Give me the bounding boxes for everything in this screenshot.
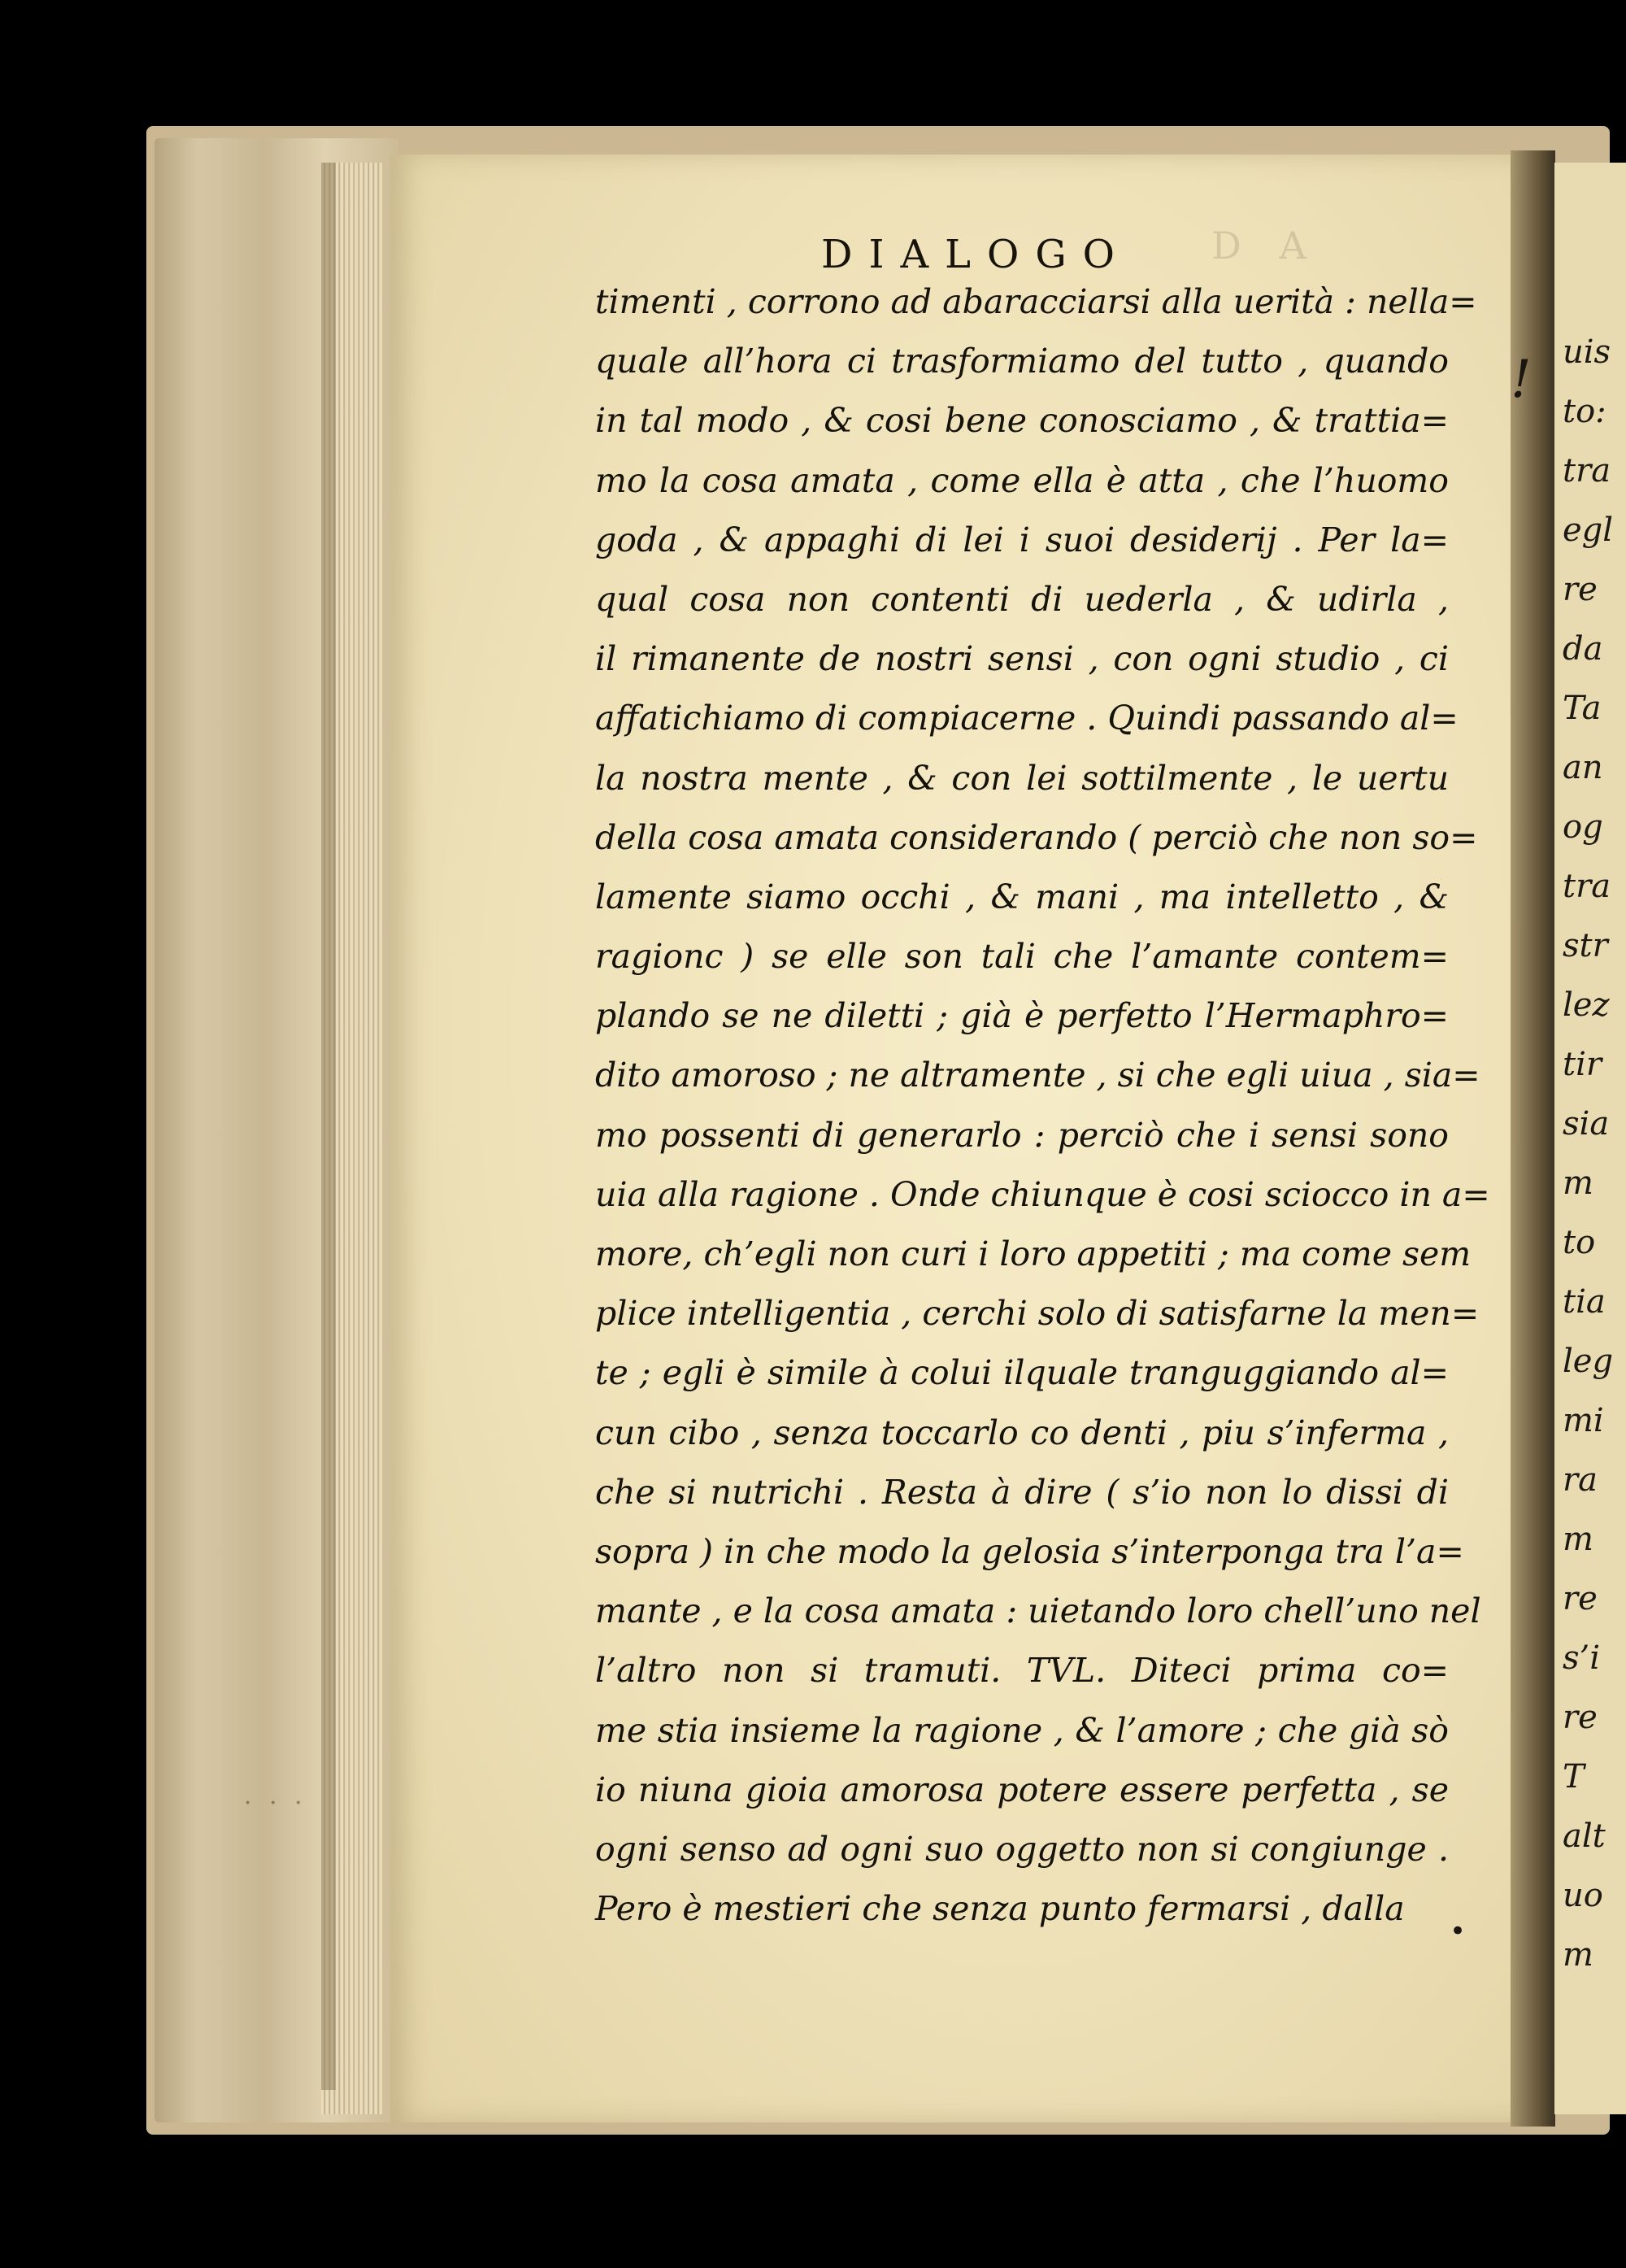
text-line: me stia insieme la ragione , & l’amore ; che già sò [595, 1710, 1449, 1750]
text-line: more, ch’egli non curi i loro appetiti ; ma come sem [595, 1234, 1472, 1273]
book-gutter [1511, 150, 1555, 2127]
facing-line-fragment: Ta [1563, 690, 1602, 727]
facing-line-fragment: to: [1563, 393, 1606, 430]
facing-line-fragment: an [1563, 749, 1603, 786]
text-line: della cosa amata considerando ( perciò che non so= [595, 817, 1478, 857]
facing-line-fragment: sia [1563, 1105, 1610, 1143]
facing-line-fragment: uis [1563, 333, 1611, 371]
cover-fold [321, 163, 336, 2090]
facing-recto-page [1554, 163, 1626, 2114]
running-head: DIALOGO [821, 232, 1132, 277]
marginal-mark: ! [1511, 350, 1532, 410]
text-line: cun cibo , senza toccarlo co denti , piu s’inferma , [595, 1413, 1449, 1452]
text-line: uia alla ragione . Onde chiunque è cosi sciocco in a= [595, 1174, 1490, 1214]
text-line: plando se ne diletti ; già è perfetto l’Hermaphro= [595, 996, 1449, 1036]
text-line: goda , & appaghi di lei i suoi desiderij . Per la= [595, 520, 1449, 559]
facing-line-fragment: tir [1563, 1046, 1602, 1083]
facing-line-fragment: str [1563, 927, 1608, 964]
facing-line-fragment: T [1563, 1758, 1585, 1796]
text-line: affatichiamo di compiacerne . Quindi passando al= [595, 699, 1459, 738]
text-line: quale all’hora ci trasformiamo del tutto , quando [595, 342, 1449, 381]
body-text [595, 272, 1490, 1939]
facing-line-fragment: uo [1563, 1877, 1603, 1914]
text-line: ogni senso ad ogni suo oggetto non si congiunge . [595, 1829, 1449, 1869]
text-line: l’altro non si tramuti. TVL. Diteci prima co= [595, 1651, 1449, 1691]
facing-line-fragment: m [1563, 1164, 1593, 1202]
text-line: la nostra mente , & con lei sottilmente , le uertu [595, 758, 1449, 798]
text-line: ragionc ) se elle son tali che l’amante contem= [595, 937, 1449, 977]
facing-line-fragment: tra [1563, 868, 1611, 905]
facing-line-fragment: re [1563, 1580, 1598, 1617]
text-line: che si nutrichi . Resta à dire ( s’io non lo dissi di [595, 1472, 1449, 1512]
show-through-running-head: D A [1211, 224, 1319, 268]
ink-specks: · · · [244, 1789, 307, 1817]
facing-line-fragment: mi [1563, 1402, 1604, 1439]
facing-line-fragment: tra [1563, 452, 1611, 490]
text-line: timenti , corrono ad abaracciarsi alla uerità : nella= [595, 282, 1477, 321]
text-line: dito amoroso ; ne altramente , si che egli uiua , sia= [595, 1056, 1480, 1095]
facing-line-fragment: tia [1563, 1283, 1606, 1321]
text-line: mante , e la cosa amata : uietando loro chell’uno nel [595, 1591, 1481, 1631]
text-line: mo la cosa amata , come ella è atta , che l’huomo [595, 460, 1449, 500]
facing-line-fragment: m [1563, 1521, 1593, 1558]
text-line: te ; egli è simile à colui ilquale tranguggiando al= [595, 1353, 1449, 1393]
facing-line-fragment: ra [1563, 1461, 1598, 1499]
facing-line-fragment: egl [1563, 511, 1614, 549]
text-line: lamente siamo occhi , & mani , ma intelletto , & [595, 877, 1449, 916]
text-line: sopra ) in che modo la gelosia s’interponga tra l’a= [595, 1531, 1464, 1571]
facing-line-fragment: alt [1563, 1817, 1606, 1855]
text-line: io niuna gioia amorosa potere essere perfetta , se [595, 1770, 1449, 1809]
text-line: mo possenti di generarlo : perciò che i sensi sono [595, 1115, 1449, 1155]
facing-line-fragment: lez [1563, 986, 1610, 1024]
facing-line-fragment: to [1563, 1224, 1596, 1261]
text-line: qual cosa non contenti di uederla , & udirla , [595, 579, 1449, 619]
text-line: in tal modo , & cosi bene conosciamo , & trattia= [595, 401, 1449, 441]
foot-mark: • [1450, 1915, 1467, 1948]
text-line: plice intelligentia , cerchi solo di satisfarne la men= [595, 1294, 1480, 1334]
facing-line-fragment: re [1563, 571, 1598, 608]
facing-line-fragment: og [1563, 808, 1603, 846]
facing-line-fragment: re [1563, 1699, 1598, 1736]
facing-line-fragment: leg [1563, 1343, 1614, 1380]
facing-line-fragment: da [1563, 630, 1603, 668]
text-line: Pero è mestieri che senza punto fermarsi , dalla [595, 1889, 1405, 1929]
facing-line-fragment: s’i [1563, 1639, 1601, 1677]
facing-line-fragment: m [1563, 1936, 1593, 1974]
text-line: il rimanente de nostri sensi , con ogni studio , ci [595, 639, 1449, 679]
